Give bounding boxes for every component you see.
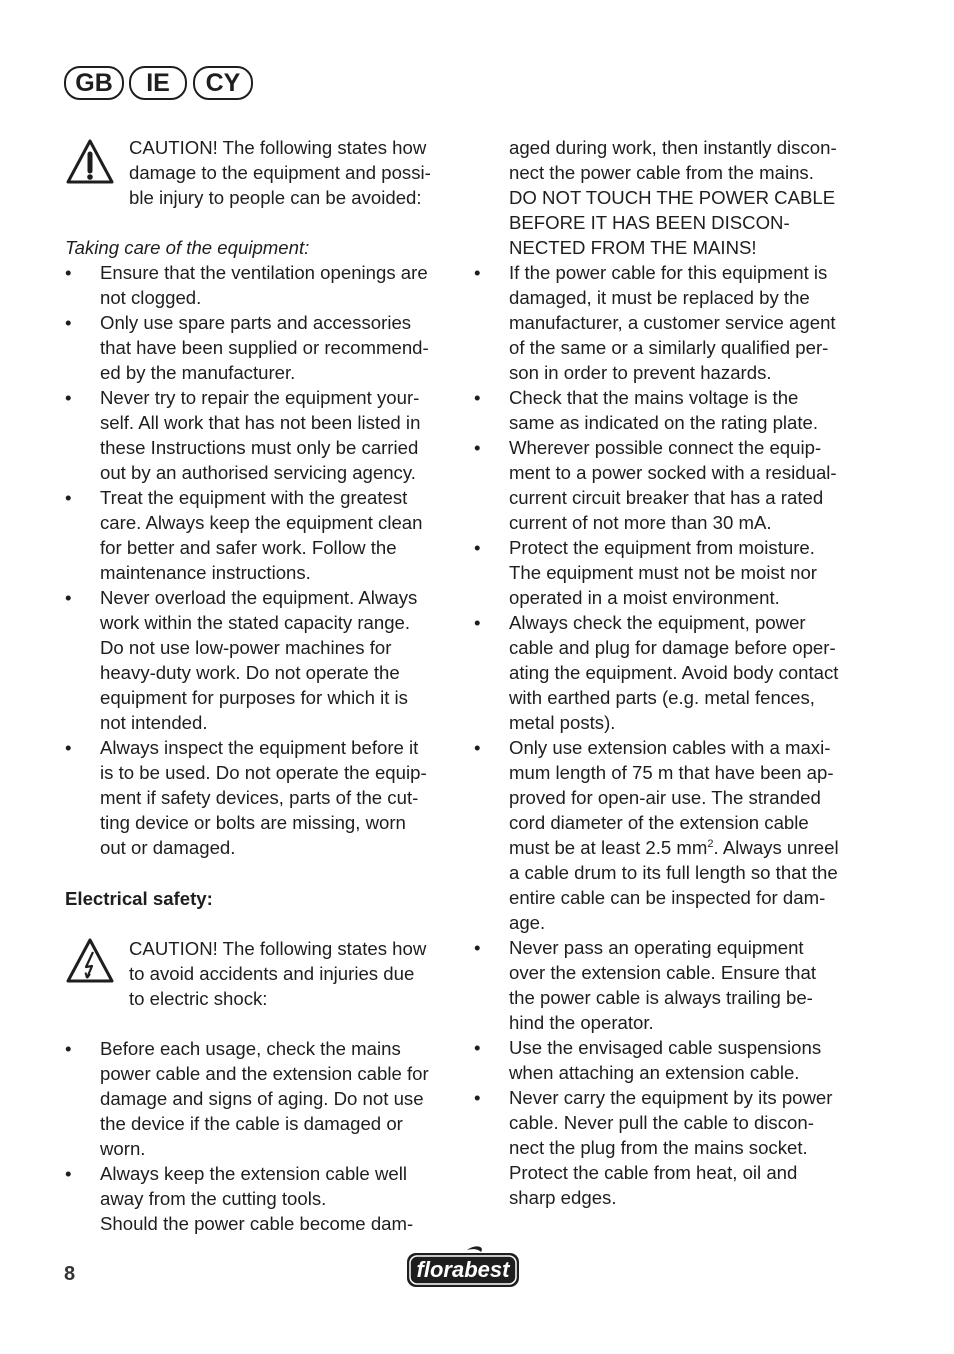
bullet-marker: • [474, 262, 481, 283]
list-item-line: the power cable is always trailing be- [509, 987, 813, 1008]
bullet-marker: • [65, 487, 72, 508]
list-item-line: maintenance instructions. [100, 562, 311, 583]
list-item-line: the device if the cable is damaged or [100, 1113, 403, 1134]
list-item-line: not intended. [100, 712, 208, 733]
bullet-marker: • [474, 387, 481, 408]
continuation-line: NECTED FROM THE MAINS! [509, 237, 757, 258]
list-item-line: Protect the cable from heat, oil and [509, 1162, 798, 1183]
list-item-line: sharp edges. [509, 1187, 617, 1208]
bullet-marker: • [65, 737, 72, 758]
list-item-line: of the same or a similarly qualified per- [509, 337, 829, 358]
list-item-line: out by an authorised servicing agency. [100, 462, 416, 483]
continuation-line: aged during work, then instantly discon- [509, 137, 837, 158]
bullet-marker: • [474, 537, 481, 558]
list-item-line: The equipment must not be moist nor [509, 562, 817, 583]
list-item-line: Before each usage, check the mains [100, 1038, 401, 1059]
list-item-line: metal posts). [509, 712, 616, 733]
list-item-line: Never try to repair the equipment your- [100, 387, 420, 408]
bullet-marker: • [65, 587, 72, 608]
list-item-line: a cable drum to its full length so that the [509, 862, 838, 883]
list-item-line: operated in a moist environment. [509, 587, 780, 608]
list-item-line: Never pass an operating equipment [509, 937, 804, 958]
bullet-marker: • [474, 437, 481, 458]
logo-text: florabest [416, 1257, 510, 1282]
list-item-line: Check that the mains voltage is the [509, 387, 799, 408]
caution-1-line: CAUTION! The following states how [129, 137, 427, 158]
list-item-line: Never overload the equipment. Always [100, 587, 418, 608]
list-item-line: Only use spare parts and accessories [100, 312, 412, 333]
list-item-line: Always inspect the equipment before it [100, 737, 419, 758]
list-item-line: mum length of 75 m that have been ap- [509, 762, 834, 783]
bullet-marker: • [474, 1087, 481, 1108]
list-item-line: not clogged. [100, 287, 202, 308]
list-item-line: Always check the equipment, power [509, 612, 806, 633]
list-item-line: age. [509, 912, 546, 933]
list-item-line: with earthed parts (e.g. metal fences, [509, 687, 815, 708]
list-item-line: Ensure that the ventilation openings are [100, 262, 428, 283]
list-item-line: for better and safer work. Follow the [100, 537, 397, 558]
list-item-line: hind the operator. [509, 1012, 654, 1033]
electrical-heading: Electrical safety: [65, 888, 213, 909]
list-item-line: cable. Never pull the cable to discon- [509, 1112, 814, 1133]
list-item-line: worn. [100, 1138, 146, 1159]
list-item-line: nect the plug from the mains socket. [509, 1137, 808, 1158]
list-item-line: Use the envisaged cable suspensions [509, 1037, 822, 1058]
list-item-line: away from the cutting tools. [100, 1188, 327, 1209]
list-item-line: ating the equipment. Avoid body contact [509, 662, 839, 683]
list-item-line: ed by the manufacturer. [100, 362, 296, 383]
list-item-line: power cable and the extension cable for [100, 1063, 429, 1084]
list-item-line: son in order to prevent hazards. [509, 362, 772, 383]
list-item-line: work within the stated capacity range. [100, 612, 411, 633]
equipment-heading: Taking care of the equipment: [65, 237, 310, 258]
list-item-line: self. All work that has not been listed in [100, 412, 421, 433]
continuation-line: nect the power cable from the mains. [509, 162, 814, 183]
list-item-line: ment to a power socked with a residual- [509, 462, 837, 483]
bullet-marker: • [65, 1038, 72, 1059]
bullet-marker: • [65, 312, 72, 333]
list-item-line: ting device or bolts are missing, worn [100, 812, 406, 833]
list-item-line: Should the power cable become dam- [100, 1213, 414, 1234]
warning-electric-icon [65, 937, 115, 985]
list-item-line: damage and signs of aging. Do not use [100, 1088, 424, 1109]
list-item-line: when attaching an extension cable. [509, 1062, 800, 1083]
list-item-line: Never carry the equipment by its power [509, 1087, 833, 1108]
list-item-line: out or damaged. [100, 837, 236, 858]
continuation-line: DO NOT TOUCH THE POWER CABLE [509, 187, 836, 208]
list-item-line: heavy-duty work. Do not operate the [100, 662, 400, 683]
list-item-line: Do not use low-power machines for [100, 637, 392, 658]
country-badge-cy: CY [193, 66, 253, 100]
list-item-line: entire cable can be inspected for dam- [509, 887, 826, 908]
caution-2-line: to electric shock: [129, 988, 268, 1009]
list-item-line: cable and plug for damage before oper- [509, 637, 836, 658]
list-item-line: that have been supplied or recommend- [100, 337, 429, 358]
warning-exclamation-icon [65, 138, 115, 186]
country-badge-ie: IE [129, 66, 187, 100]
bullet-marker: • [474, 1037, 481, 1058]
bullet-marker: • [474, 937, 481, 958]
list-item-line: ment if safety devices, parts of the cut- [100, 787, 419, 808]
caution-2-line: to avoid accidents and injuries due [129, 963, 415, 984]
list-item-line: care. Always keep the equipment clean [100, 512, 423, 533]
bullet-marker: • [65, 262, 72, 283]
list-item-line: cord diameter of the extension cable [509, 812, 809, 833]
list-item-line: damaged, it must be replaced by the [509, 287, 810, 308]
list-item-line: current circuit breaker that has a rated [509, 487, 824, 508]
list-item-line: If the power cable for this equipment is [509, 262, 828, 283]
bullet-marker: • [65, 387, 72, 408]
list-item-line: manufacturer, a customer service agent [509, 312, 836, 333]
caution-1-line: ble injury to people can be avoided: [129, 187, 422, 208]
list-item-line: these Instructions must only be carried [100, 437, 419, 458]
bullet-marker: • [474, 737, 481, 758]
caution-2-line: CAUTION! The following states how [129, 938, 427, 959]
list-item-line: is to be used. Do not operate the equip- [100, 762, 427, 783]
list-item-line: Protect the equipment from moisture. [509, 537, 815, 558]
list-item-line: proved for open-air use. The stranded [509, 787, 821, 808]
list-item-line: equipment for purposes for which it is [100, 687, 408, 708]
page-number: 8 [64, 1263, 76, 1285]
list-item-line: Always keep the extension cable well [100, 1163, 407, 1184]
list-item-line: over the extension cable. Ensure that [509, 962, 816, 983]
caution-1-line: damage to the equipment and possi- [129, 162, 431, 183]
bullet-marker: • [474, 612, 481, 633]
list-item-line: Wherever possible connect the equip- [509, 437, 822, 458]
list-item-line: same as indicated on the rating plate. [509, 412, 819, 433]
list-item-line: must be at least 2.5 $mm^2$. Always unreel [509, 837, 839, 858]
list-item-line: current of not more than 30 mA. [509, 512, 772, 533]
florabest-logo [405, 1244, 521, 1290]
continuation-line: BEFORE IT HAS BEEN DISCON- [509, 212, 790, 233]
list-item-line: Treat the equipment with the greatest [100, 487, 408, 508]
country-badge-gb: GB [64, 66, 124, 100]
bullet-marker: • [65, 1163, 72, 1184]
list-item-line: Only use extension cables with a maxi- [509, 737, 831, 758]
